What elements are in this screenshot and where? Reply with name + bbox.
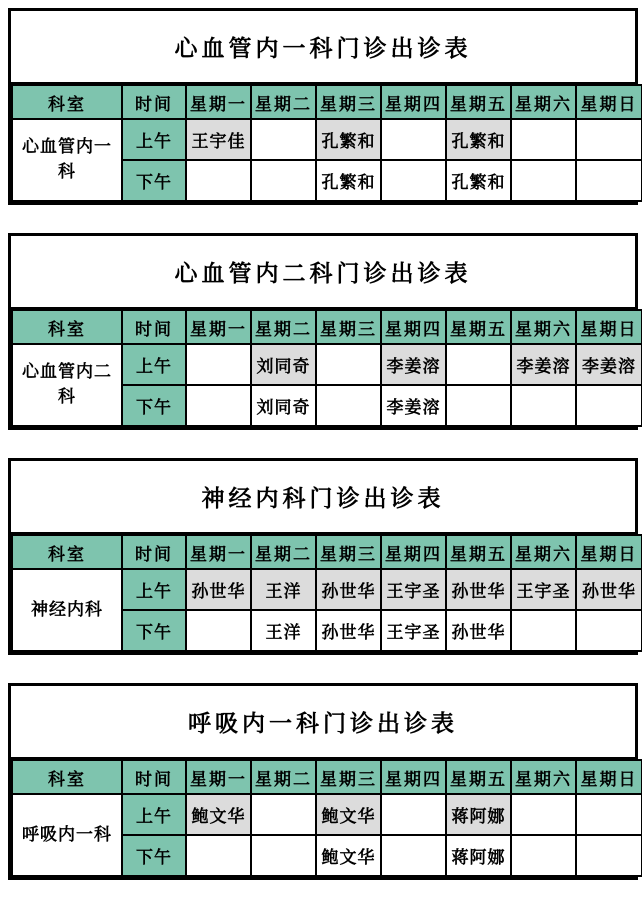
- cell-afternoon-thursday: 王宇圣: [381, 610, 446, 651]
- header-day-friday: 星期五: [446, 85, 511, 119]
- department-cell: [12, 344, 122, 426]
- header-time: 时间: [122, 85, 186, 119]
- header-day-tuesday: 星期二: [251, 535, 316, 569]
- department-name: 呼吸内一科: [22, 824, 112, 844]
- cell-afternoon-saturday: [511, 835, 576, 876]
- cell-morning-tuesday: [251, 794, 316, 835]
- cell-morning-saturday: [511, 119, 576, 160]
- cell-afternoon-saturday: [511, 160, 576, 201]
- header-day-monday: 星期一: [186, 85, 251, 119]
- cell-afternoon-monday: [186, 835, 251, 876]
- header-day-thursday: 星期四: [381, 85, 446, 119]
- cell-morning-monday: 鲍文华: [186, 794, 251, 835]
- cell-afternoon-sunday: [576, 385, 642, 426]
- header-day-monday: 星期一: [186, 310, 251, 344]
- time-cell-afternoon: 下午: [122, 835, 186, 876]
- cell-morning-saturday: [511, 794, 576, 835]
- time-cell-afternoon: 下午: [122, 610, 186, 651]
- header-day-monday: 星期一: [186, 535, 251, 569]
- header-day-sunday: 星期日: [576, 760, 642, 794]
- cell-morning-monday: 孙世华: [186, 569, 251, 610]
- header-day-tuesday: 星期二: [251, 310, 316, 344]
- cell-afternoon-friday: 孔繁和: [446, 160, 511, 201]
- department-cell: [12, 794, 122, 876]
- header-day-wednesday: 星期三: [316, 85, 381, 119]
- header-department: 科室: [12, 760, 122, 794]
- schedule-grid: [11, 309, 642, 427]
- cell-afternoon-monday: [186, 610, 251, 651]
- cell-morning-sunday: [576, 794, 642, 835]
- header-day-wednesday: 星期三: [316, 535, 381, 569]
- schedule-table-card: [8, 683, 638, 880]
- time-cell-morning: 上午: [122, 794, 186, 835]
- header-day-sunday: 星期日: [576, 310, 642, 344]
- header-day-friday: 星期五: [446, 535, 511, 569]
- header-day-tuesday: 星期二: [251, 760, 316, 794]
- header-day-tuesday: 星期二: [251, 85, 316, 119]
- header-day-friday: 星期五: [446, 310, 511, 344]
- time-cell-afternoon: 下午: [122, 385, 186, 426]
- department-cell: [12, 569, 122, 651]
- cell-morning-tuesday: 刘同奇: [251, 344, 316, 385]
- cell-afternoon-wednesday: 孔繁和: [316, 160, 381, 201]
- table-title: 心血管内一科门诊出诊表: [11, 11, 635, 84]
- schedule-grid: [11, 759, 642, 877]
- department-name: 心血管内一科: [22, 137, 112, 181]
- schedule-row-morning: [12, 344, 642, 385]
- cell-morning-thursday: 李姜溶: [381, 344, 446, 385]
- cell-morning-wednesday: 鲍文华: [316, 794, 381, 835]
- cell-afternoon-monday: [186, 385, 251, 426]
- cell-morning-friday: 孙世华: [446, 569, 511, 610]
- cell-morning-sunday: 李姜溶: [576, 344, 642, 385]
- cell-afternoon-monday: [186, 160, 251, 201]
- header-day-thursday: 星期四: [381, 760, 446, 794]
- cell-morning-wednesday: 孔繁和: [316, 119, 381, 160]
- table-title: 神经内科门诊出诊表: [11, 461, 635, 534]
- cell-morning-friday: 孔繁和: [446, 119, 511, 160]
- cell-afternoon-sunday: [576, 610, 642, 651]
- cell-afternoon-tuesday: 王洋: [251, 610, 316, 651]
- time-cell-morning: 上午: [122, 119, 186, 160]
- cell-afternoon-sunday: [576, 835, 642, 876]
- cell-morning-friday: [446, 344, 511, 385]
- cell-afternoon-thursday: [381, 160, 446, 201]
- cell-morning-thursday: 王宇圣: [381, 569, 446, 610]
- schedule-table-card: [8, 458, 638, 655]
- header-day-sunday: 星期日: [576, 535, 642, 569]
- cell-afternoon-saturday: [511, 610, 576, 651]
- header-day-saturday: 星期六: [511, 310, 576, 344]
- header-department: 科室: [12, 310, 122, 344]
- cell-morning-friday: 蒋阿娜: [446, 794, 511, 835]
- table-title: 心血管内二科门诊出诊表: [11, 236, 635, 309]
- cell-morning-saturday: 王宇圣: [511, 569, 576, 610]
- cell-afternoon-tuesday: 刘同奇: [251, 385, 316, 426]
- cell-morning-sunday: 孙世华: [576, 569, 642, 610]
- cell-morning-wednesday: [316, 344, 381, 385]
- header-day-thursday: 星期四: [381, 310, 446, 344]
- department-name: 心血管内二科: [22, 362, 112, 406]
- header-day-wednesday: 星期三: [316, 310, 381, 344]
- cell-morning-monday: [186, 344, 251, 385]
- cell-morning-tuesday: [251, 119, 316, 160]
- schedule-grid: [11, 534, 642, 652]
- cell-afternoon-saturday: [511, 385, 576, 426]
- header-department: 科室: [12, 535, 122, 569]
- header-row: [12, 535, 642, 569]
- cell-afternoon-wednesday: 孙世华: [316, 610, 381, 651]
- cell-afternoon-thursday: [381, 835, 446, 876]
- department-cell: [12, 119, 122, 201]
- time-cell-afternoon: 下午: [122, 160, 186, 201]
- cell-afternoon-friday: 蒋阿娜: [446, 835, 511, 876]
- cell-afternoon-wednesday: 鲍文华: [316, 835, 381, 876]
- cell-morning-thursday: [381, 794, 446, 835]
- header-time: 时间: [122, 760, 186, 794]
- header-day-saturday: 星期六: [511, 85, 576, 119]
- cell-morning-monday: 王宇佳: [186, 119, 251, 160]
- cell-afternoon-wednesday: [316, 385, 381, 426]
- cell-afternoon-sunday: [576, 160, 642, 201]
- department-name: 神经内科: [31, 599, 103, 619]
- time-cell-morning: 上午: [122, 344, 186, 385]
- cell-afternoon-thursday: 李姜溶: [381, 385, 446, 426]
- header-day-wednesday: 星期三: [316, 760, 381, 794]
- cell-morning-saturday: 李姜溶: [511, 344, 576, 385]
- schedule-row-morning: [12, 569, 642, 610]
- header-day-monday: 星期一: [186, 760, 251, 794]
- cell-morning-thursday: [381, 119, 446, 160]
- time-cell-morning: 上午: [122, 569, 186, 610]
- schedule-table-card: [8, 8, 638, 205]
- schedule-table-card: [8, 233, 638, 430]
- cell-afternoon-friday: 孙世华: [446, 610, 511, 651]
- schedule-row-morning: [12, 119, 642, 160]
- cell-morning-wednesday: 孙世华: [316, 569, 381, 610]
- cell-morning-sunday: [576, 119, 642, 160]
- header-time: 时间: [122, 535, 186, 569]
- cell-afternoon-tuesday: [251, 160, 316, 201]
- header-day-thursday: 星期四: [381, 535, 446, 569]
- cell-afternoon-tuesday: [251, 835, 316, 876]
- header-department: 科室: [12, 85, 122, 119]
- header-time: 时间: [122, 310, 186, 344]
- header-row: [12, 310, 642, 344]
- header-day-saturday: 星期六: [511, 760, 576, 794]
- cell-afternoon-friday: [446, 385, 511, 426]
- cell-morning-tuesday: 王洋: [251, 569, 316, 610]
- header-row: [12, 760, 642, 794]
- header-day-friday: 星期五: [446, 760, 511, 794]
- table-title: 呼吸内一科门诊出诊表: [11, 686, 635, 759]
- header-day-sunday: 星期日: [576, 85, 642, 119]
- header-day-saturday: 星期六: [511, 535, 576, 569]
- schedule-row-morning: [12, 794, 642, 835]
- schedule-grid: [11, 84, 642, 202]
- header-row: [12, 85, 642, 119]
